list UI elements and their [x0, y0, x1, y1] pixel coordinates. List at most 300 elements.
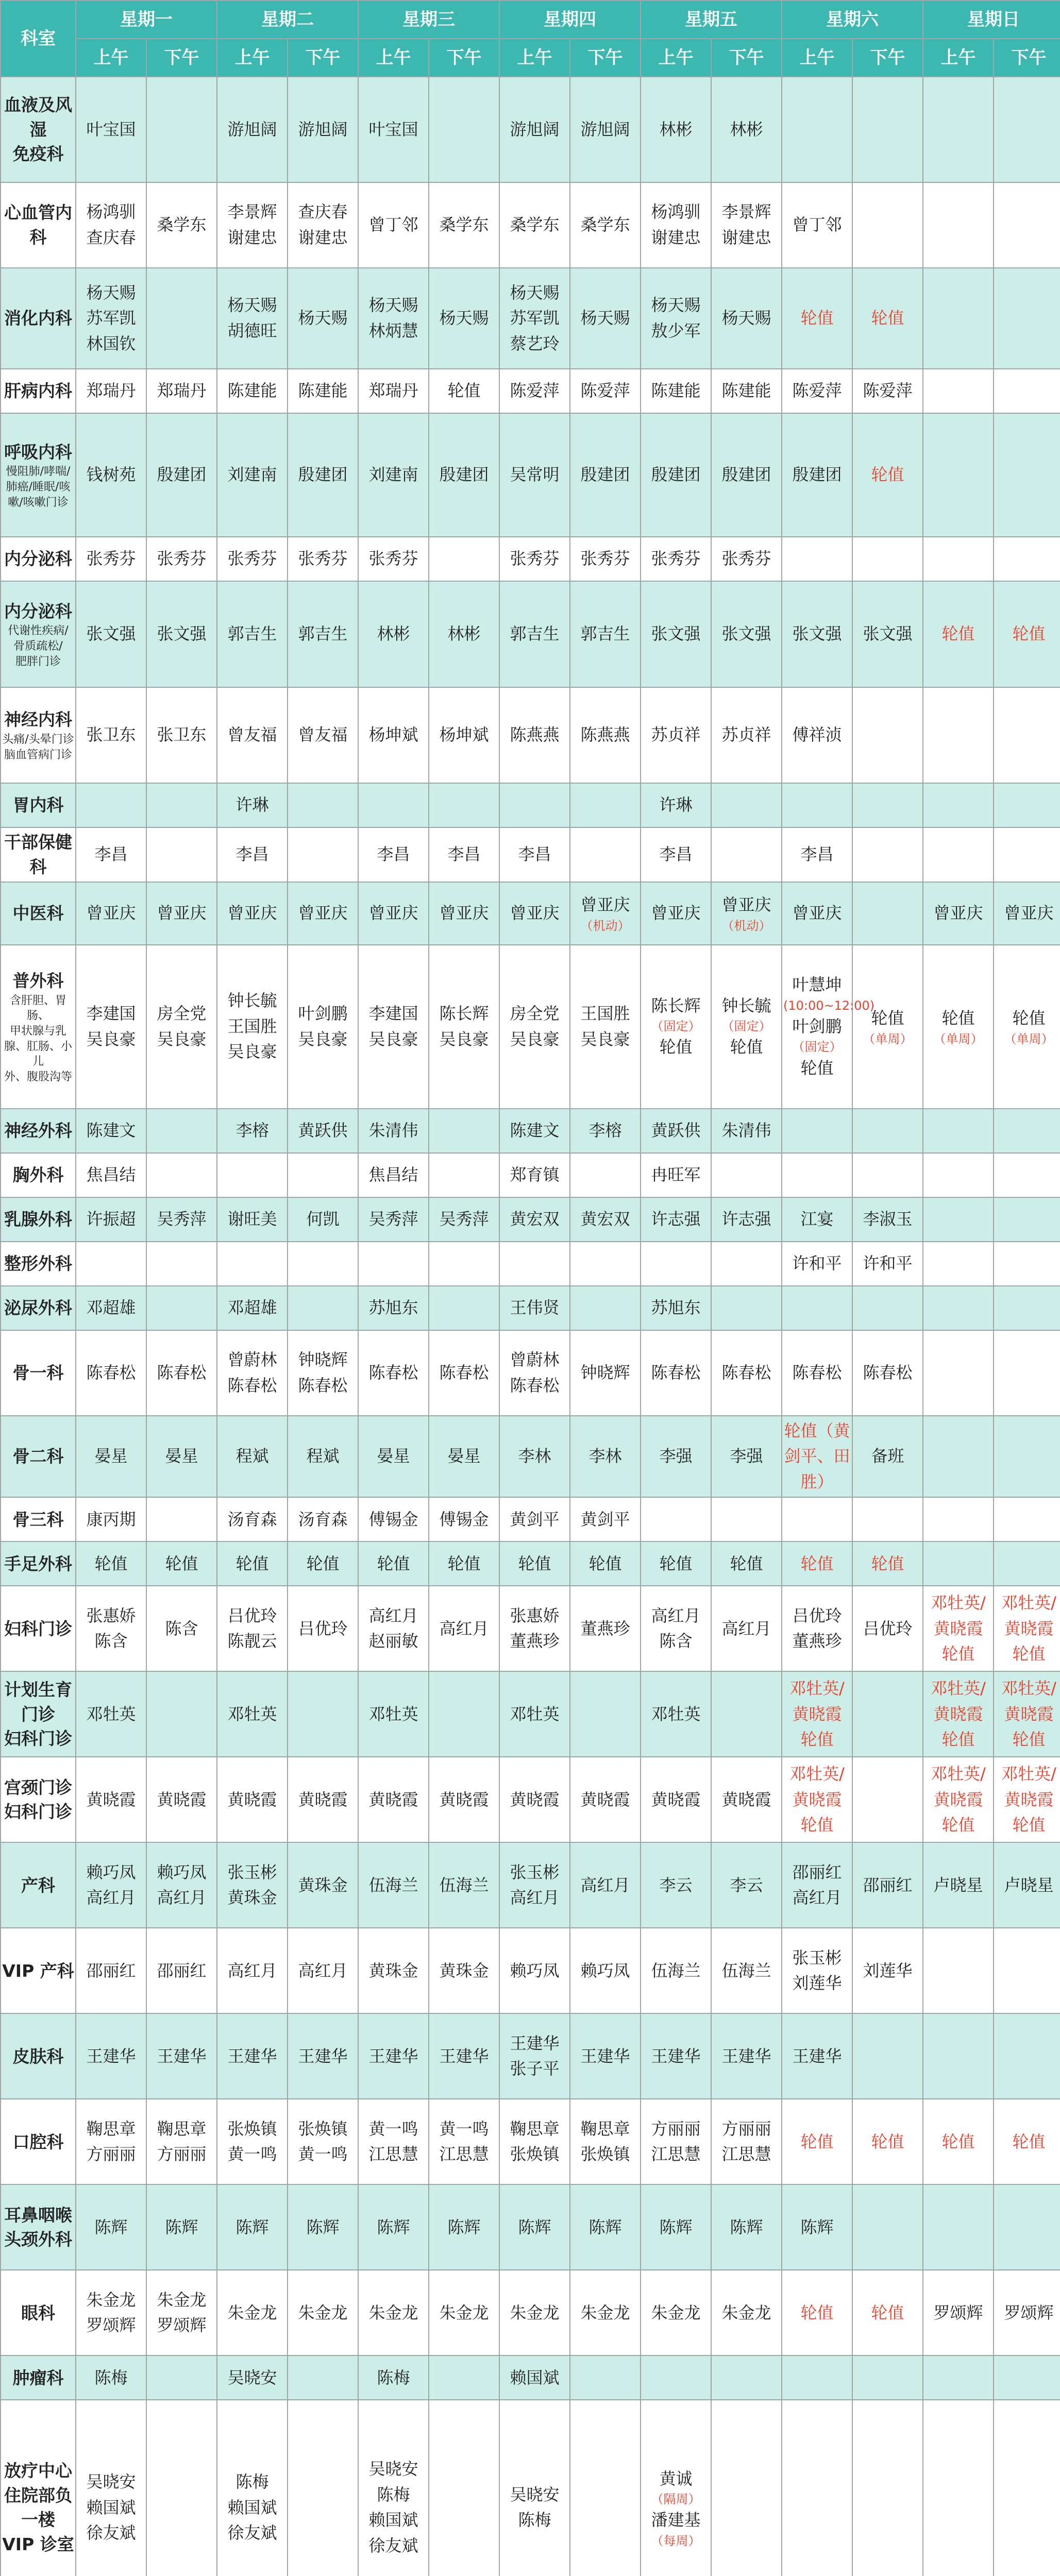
schedule-cell	[146, 1286, 217, 1330]
schedule-cell	[711, 369, 782, 413]
doctor-name: 吕优玲	[298, 1618, 348, 1638]
department-name-line: 妇科门诊	[4, 1618, 72, 1639]
schedule-cell	[782, 1757, 852, 1842]
rotation-label: 黄晓霞	[792, 1789, 842, 1809]
schedule-cell	[499, 1197, 570, 1242]
doctor-name: 杨鸿驯	[651, 202, 701, 222]
schedule-cell	[711, 882, 782, 945]
doctor-name: 杨坤斌	[368, 725, 418, 745]
doctor-name: 张秀芬	[298, 549, 348, 569]
rotation-label: 黄晓霞	[933, 1704, 983, 1724]
doctor-name: 陈含	[165, 1618, 198, 1638]
department-name	[1, 1671, 76, 1757]
doctor-name: 陈辉	[94, 2217, 128, 2237]
schedule-cell	[923, 687, 994, 783]
doctor-name: 陈春松	[368, 1362, 418, 1382]
schedule-cell	[994, 413, 1060, 537]
department-subtitle: 含肝胆、胃肠、	[9, 994, 66, 1023]
doctor-name: 邵丽红	[792, 1862, 842, 1882]
rotation-label: 轮值	[941, 1730, 975, 1750]
rotation-label: 黄晓霞	[933, 1789, 983, 1809]
schedule-cell	[358, 1586, 429, 1671]
schedule-cell	[711, 783, 782, 827]
schedule-cell	[358, 945, 429, 1109]
rotation-label: 轮值	[941, 2131, 975, 2151]
schedule-cell	[641, 1842, 711, 1928]
doctor-name: 张惠娇	[510, 1605, 560, 1625]
schedule-cell	[358, 1109, 429, 1153]
department-row	[1, 581, 1060, 687]
department-subtitle: 嗽/咳嗽门诊	[8, 496, 69, 509]
doctor-name: 傅锡金	[439, 1509, 489, 1529]
schedule-cell	[499, 537, 570, 581]
schedule-cell	[358, 1153, 429, 1197]
schedule-cell	[641, 1242, 711, 1286]
doctor-name: 赖巧凤	[510, 1960, 560, 1980]
rotation-label: 轮值	[941, 1644, 975, 1664]
schedule-cell	[217, 945, 288, 1109]
doctor-name: 备班	[871, 1446, 904, 1466]
schedule-cell	[76, 1109, 146, 1153]
schedule-cell	[217, 2355, 288, 2400]
doctor-name: 黄珠金	[227, 1888, 277, 1908]
doctor-name: 李淑玉	[863, 1209, 913, 1229]
doctor-name: 谢建忠	[298, 228, 348, 247]
schedule-cell	[570, 2184, 641, 2270]
schedule-cell	[429, 827, 499, 882]
doctor-name: 曾丁邻	[368, 215, 418, 235]
doctor-name: 轮值	[659, 1037, 693, 1057]
doctor-name: 邵丽红	[863, 1875, 913, 1895]
schedule-cell	[146, 2184, 217, 2270]
schedule-cell	[429, 1586, 499, 1671]
schedule-cell	[711, 2184, 782, 2270]
schedule-cell	[288, 2355, 358, 2400]
schedule-cell	[782, 182, 852, 268]
rotation-label: 邓牡英/	[1001, 1593, 1056, 1613]
doctor-name: 殷建团	[580, 465, 630, 485]
doctor-name: 吴良豪	[439, 1029, 489, 1049]
doctor-name: 曾亚庆	[651, 903, 701, 923]
schedule-note: （单周）	[863, 1031, 913, 1046]
department-name	[1, 77, 76, 182]
doctor-name: 李林	[518, 1446, 551, 1466]
department-name	[1, 537, 76, 581]
doctor-name: 吴晓安	[368, 2459, 418, 2479]
schedule-cell	[711, 1497, 782, 1541]
schedule-cell	[499, 1109, 570, 1153]
schedule-cell	[288, 1330, 358, 1416]
department-name-line: 神经外科	[4, 1120, 72, 1141]
doctor-name: 苏贞祥	[721, 725, 771, 745]
schedule-cell	[641, 2184, 711, 2270]
doctor-name: 朱金龙	[580, 2302, 630, 2323]
schedule-cell	[711, 2355, 782, 2400]
schedule-cell	[358, 1757, 429, 1842]
schedule-cell	[499, 1497, 570, 1541]
doctor-name: 杨天赐	[298, 308, 348, 328]
schedule-cell	[711, 1109, 782, 1153]
doctor-name: 曾亚庆	[86, 903, 136, 923]
doctor-name: 李昌	[235, 844, 269, 865]
doctor-name: 陈春松	[863, 1362, 913, 1382]
schedule-cell	[146, 783, 217, 827]
doctor-name: 陈辉	[800, 2217, 834, 2237]
doctor-name: 王建华	[651, 2046, 701, 2066]
schedule-cell	[923, 1497, 994, 1541]
doctor-name: 轮值	[306, 1553, 340, 1573]
schedule-cell	[358, 413, 429, 537]
doctor-name: 许和平	[792, 1253, 842, 1273]
schedule-cell	[923, 1842, 994, 1928]
doctor-name: 晏星	[94, 1446, 128, 1466]
schedule-cell	[570, 77, 641, 182]
schedule-cell	[641, 687, 711, 783]
schedule-cell	[146, 945, 217, 1109]
schedule-cell	[146, 413, 217, 537]
doctor-name: 陈燕燕	[580, 725, 630, 745]
schedule-cell	[217, 182, 288, 268]
doctor-name: 黄晓霞	[368, 1789, 418, 1809]
schedule-cell	[288, 268, 358, 369]
rotation-label: 轮值	[800, 1730, 834, 1750]
doctor-name: 轮值	[871, 1008, 904, 1028]
doctor-name: 高红月	[227, 1960, 277, 1980]
schedule-cell	[711, 1416, 782, 1498]
schedule-note: （每周）	[651, 2534, 701, 2549]
doctor-name: 陈含	[94, 1631, 128, 1651]
department-name	[1, 1586, 76, 1671]
doctor-name: 程斌	[235, 1446, 269, 1466]
department-name-line: 胸外科	[12, 1164, 64, 1185]
rotation-label: 轮值	[871, 465, 904, 485]
doctor-name: 高红月	[439, 1618, 489, 1638]
rotation-label: 邓牡英/	[931, 1593, 986, 1613]
doctor-name: 黄宏双	[510, 1209, 560, 1229]
day-header: 星期日	[923, 1, 1060, 39]
doctor-name: 谢建忠	[227, 228, 277, 247]
schedule-cell	[499, 2099, 570, 2184]
doctor-name: 江思慧	[368, 2144, 418, 2164]
doctor-name: 陈春松	[298, 1375, 348, 1395]
schedule-cell	[499, 581, 570, 687]
schedule-cell	[499, 945, 570, 1109]
schedule-cell	[994, 2184, 1060, 2270]
schedule-cell	[429, 1928, 499, 2013]
doctor-name: 焦昌结	[86, 1164, 136, 1184]
department-name	[1, 1286, 76, 1330]
schedule-cell	[782, 413, 852, 537]
department-name-line: 普外科	[12, 970, 64, 991]
day-header: 星期五	[641, 1, 782, 39]
schedule-cell	[146, 827, 217, 882]
schedule-cell	[852, 268, 923, 369]
schedule-cell	[782, 1242, 852, 1286]
schedule-cell	[429, 945, 499, 1109]
department-name	[1, 783, 76, 827]
schedule-cell	[76, 1586, 146, 1671]
schedule-cell	[923, 2400, 994, 2576]
schedule-cell	[782, 581, 852, 687]
doctor-name: 陈辉	[165, 2217, 198, 2237]
schedule-cell	[994, 182, 1060, 268]
doctor-name: 黄晓霞	[298, 1789, 348, 1809]
doctor-name: 黄一鸣	[298, 2144, 348, 2164]
department-row	[1, 1586, 1060, 1671]
schedule-cell	[711, 1153, 782, 1197]
schedule-cell	[852, 581, 923, 687]
doctor-name: 曾亚庆	[157, 903, 207, 923]
schedule-cell	[499, 369, 570, 413]
department-row	[1, 1330, 1060, 1416]
schedule-cell	[76, 2400, 146, 2576]
schedule-cell	[76, 1153, 146, 1197]
schedule-cell	[641, 1416, 711, 1498]
doctor-name: 赖巧凤	[580, 1960, 630, 1980]
department-name-line: 骨二科	[12, 1446, 64, 1467]
doctor-name: 轮值	[447, 381, 481, 401]
schedule-cell	[782, 1153, 852, 1197]
schedule-note: (10:00~12:00)	[783, 998, 875, 1013]
doctor-name: 陈梅	[235, 2472, 269, 2492]
schedule-cell	[146, 1242, 217, 1286]
rotation-label: 轮值	[800, 1815, 834, 1835]
doctor-name: 王国胜	[227, 1016, 277, 1036]
doctor-name: 陈长辉	[651, 995, 701, 1015]
rotation-label: 轮值	[800, 1553, 834, 1573]
doctor-name: 高红月	[298, 1960, 348, 1980]
doctor-name: 游旭阔	[227, 119, 277, 139]
schedule-cell	[711, 1586, 782, 1671]
department-row	[1, 1842, 1060, 1928]
doctor-name: 张惠娇	[86, 1605, 136, 1625]
doctor-name: 江思慧	[439, 2144, 489, 2164]
schedule-cell	[76, 1757, 146, 1842]
department-row	[1, 1497, 1060, 1541]
department-subtitle: 慢阻肺/哮喘/	[6, 465, 71, 479]
schedule-cell	[217, 1286, 288, 1330]
schedule-cell	[217, 77, 288, 182]
schedule-cell	[429, 77, 499, 182]
doctor-name: 许志强	[721, 1209, 771, 1229]
schedule-cell	[852, 1242, 923, 1286]
morning-slot-header: 上午	[358, 39, 429, 77]
day-header: 星期二	[217, 1, 358, 39]
schedule-cell	[146, 882, 217, 945]
schedule-cell	[358, 1497, 429, 1541]
schedule-cell	[852, 1541, 923, 1586]
schedule-note: （固定）	[792, 1040, 842, 1055]
doctor-name: 黄剑平	[510, 1509, 560, 1529]
schedule-cell	[288, 1197, 358, 1242]
schedule-cell	[570, 2270, 641, 2355]
schedule-cell	[641, 1197, 711, 1242]
doctor-name: 黄跃供	[651, 1120, 701, 1140]
schedule-cell	[641, 1153, 711, 1197]
schedule-cell	[217, 581, 288, 687]
department-name-line: 门诊	[21, 1704, 55, 1724]
schedule-cell	[217, 1671, 288, 1757]
day-header: 星期三	[358, 1, 499, 39]
department-name	[1, 1497, 76, 1541]
doctor-name: 李景辉	[227, 202, 277, 222]
schedule-cell	[429, 413, 499, 537]
doctor-name: 朱金龙	[721, 2302, 771, 2323]
schedule-cell	[358, 2013, 429, 2099]
schedule-cell	[499, 1153, 570, 1197]
doctor-name: 张秀芬	[86, 549, 136, 569]
schedule-cell	[782, 882, 852, 945]
doctor-name: 黄晓霞	[227, 1789, 277, 1809]
doctor-name: 李林	[588, 1446, 622, 1466]
doctor-name: 张玉彬	[227, 1862, 277, 1882]
schedule-cell	[429, 2099, 499, 2184]
doctor-name: 叶剑鹏	[792, 1016, 842, 1036]
doctor-name: 李榕	[588, 1120, 622, 1140]
doctor-name: 许琳	[235, 795, 269, 815]
doctor-name: 赵丽敏	[368, 1631, 418, 1651]
department-row	[1, 268, 1060, 369]
schedule-cell	[711, 581, 782, 687]
schedule-cell	[994, 1153, 1060, 1197]
schedule-body	[1, 77, 1060, 2576]
department-subtitle: 肥胖门诊	[15, 655, 61, 668]
schedule-cell	[923, 827, 994, 882]
schedule-cell	[76, 1416, 146, 1498]
schedule-cell	[852, 1286, 923, 1330]
schedule-cell	[994, 2270, 1060, 2355]
doctor-name: 高红月	[510, 1888, 560, 1908]
department-row	[1, 1153, 1060, 1197]
schedule-cell	[570, 2355, 641, 2400]
schedule-cell	[429, 1541, 499, 1586]
schedule-cell	[641, 1286, 711, 1330]
doctor-name: 张玉彬	[510, 1862, 560, 1882]
schedule-cell	[782, 1109, 852, 1153]
schedule-cell	[429, 369, 499, 413]
schedule-cell	[782, 77, 852, 182]
schedule-cell	[711, 1286, 782, 1330]
day-header: 星期六	[782, 1, 923, 39]
rotation-label: 轮值	[871, 1553, 904, 1573]
schedule-cell	[499, 1416, 570, 1498]
department-name-line: 肝病内科	[4, 381, 72, 401]
doctor-name: 李昌	[447, 844, 481, 865]
doctor-name: 吴晓安	[227, 2367, 277, 2387]
schedule-cell	[146, 2013, 217, 2099]
department-name-line: 肿瘤科	[12, 2367, 64, 2388]
schedule-cell	[711, 827, 782, 882]
department-name-line: 耳鼻咽喉	[4, 2205, 72, 2225]
doctor-name: 胡德旺	[227, 321, 277, 341]
schedule-cell	[641, 2013, 711, 2099]
doctor-name: 轮值	[235, 1553, 269, 1573]
doctor-name: 李云	[730, 1875, 763, 1895]
schedule-cell	[923, 182, 994, 268]
schedule-cell	[852, 1497, 923, 1541]
doctor-name: 朱金龙	[651, 2302, 701, 2323]
doctor-name: 林炳慧	[368, 321, 418, 341]
schedule-cell	[146, 1541, 217, 1586]
doctor-name: 曾亚庆	[298, 903, 348, 923]
doctor-name: 焦昌结	[368, 1164, 418, 1184]
doctor-name: 杨鸿驯	[86, 202, 136, 222]
schedule-cell	[852, 2355, 923, 2400]
schedule-cell	[782, 1330, 852, 1416]
schedule-cell	[429, 783, 499, 827]
schedule-cell	[994, 369, 1060, 413]
schedule-cell	[994, 1242, 1060, 1286]
doctor-name: 徐友斌	[86, 2523, 136, 2543]
doctor-name: 张秀芬	[651, 549, 701, 569]
doctor-name: 李昌	[377, 844, 410, 865]
schedule-cell	[641, 2099, 711, 2184]
doctor-name: 郭吉生	[510, 624, 560, 644]
doctor-name: 叶慧坤	[792, 975, 842, 995]
schedule-cell	[641, 268, 711, 369]
schedule-cell	[358, 2400, 429, 2576]
doctor-name: 轮值	[165, 1553, 198, 1573]
doctor-name: 陈建能	[721, 381, 771, 401]
department-name	[1, 369, 76, 413]
department-subtitle: 肺癌/睡眠/咳	[6, 481, 71, 494]
schedule-cell	[994, 827, 1060, 882]
rotation-label: 黄晓霞	[1004, 1704, 1054, 1724]
schedule-cell	[641, 1928, 711, 2013]
doctor-name: 李昌	[94, 844, 128, 865]
doctor-name: 张焕镇	[227, 2119, 277, 2139]
schedule-cell	[641, 945, 711, 1109]
schedule-cell	[499, 783, 570, 827]
doctor-name: 徐友斌	[227, 2523, 277, 2543]
doctor-name: 陈建能	[651, 381, 701, 401]
schedule-cell	[146, 182, 217, 268]
schedule-cell	[852, 1671, 923, 1757]
doctor-name: 郭吉生	[298, 624, 348, 644]
schedule-cell	[76, 2099, 146, 2184]
doctor-name: 王建华	[368, 2046, 418, 2066]
schedule-cell	[641, 2400, 711, 2576]
doctor-name: 高红月	[368, 1605, 418, 1625]
schedule-cell	[570, 1197, 641, 1242]
schedule-cell	[711, 2270, 782, 2355]
doctor-name: 朱金龙	[439, 2302, 489, 2323]
schedule-cell	[499, 268, 570, 369]
schedule-cell	[358, 882, 429, 945]
schedule-cell	[288, 1153, 358, 1197]
doctor-name: 钱树苑	[86, 465, 136, 485]
doctor-name: 林彬	[447, 624, 481, 644]
schedule-cell	[994, 2400, 1060, 2576]
department-name-line: 眼科	[21, 2302, 55, 2323]
schedule-cell	[429, 2013, 499, 2099]
doctor-name: 李昌	[518, 844, 551, 865]
schedule-cell	[288, 1586, 358, 1671]
schedule-cell	[923, 1671, 994, 1757]
doctor-name: 吴秀萍	[368, 1209, 418, 1229]
schedule-cell	[994, 581, 1060, 687]
rotation-label: 黄晓霞	[1004, 1789, 1054, 1809]
doctor-name: 王建华	[792, 2046, 842, 2066]
schedule-cell	[782, 2013, 852, 2099]
doctor-name: 钟晓辉	[298, 1350, 348, 1370]
schedule-cell	[994, 1197, 1060, 1242]
schedule-cell	[146, 369, 217, 413]
afternoon-slot-header: 下午	[429, 39, 499, 77]
schedule-cell	[852, 1416, 923, 1498]
schedule-cell	[288, 1109, 358, 1153]
department-name-line: 心血管内科	[4, 202, 72, 247]
